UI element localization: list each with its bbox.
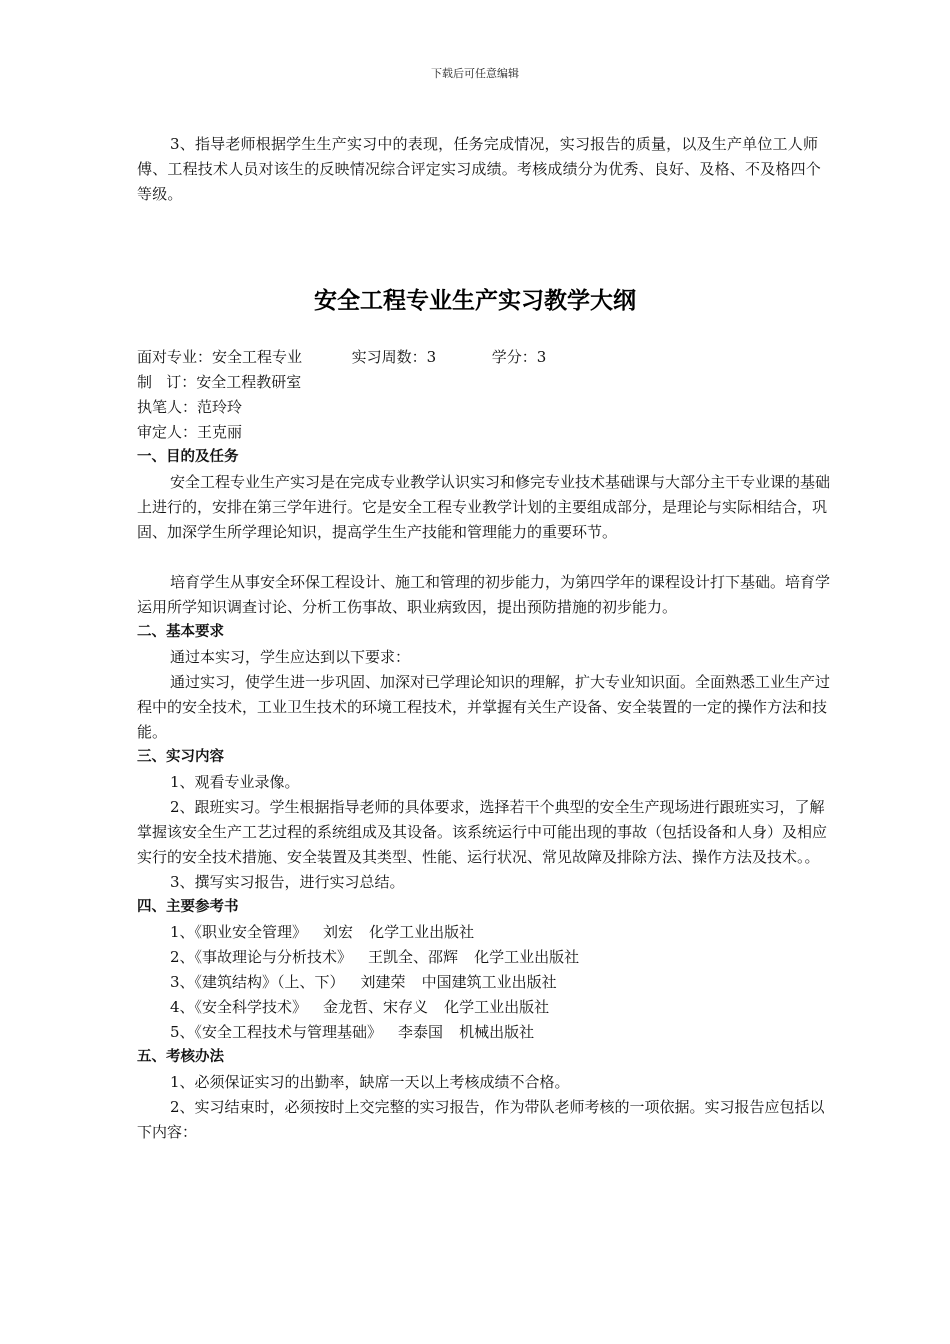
- reference-item: [137, 920, 837, 945]
- reference-item: [137, 945, 837, 970]
- meta-drafted: 制 订：安全工程教研室: [137, 373, 302, 391]
- page-header: 下载后可任意编辑: [431, 67, 519, 80]
- meta-reviewer: 审定人：王克丽: [137, 423, 243, 441]
- section-heading-content: 三、实习内容: [137, 749, 224, 765]
- purpose-paragraph-2: 培育学生从事安全环保工程设计、施工和管理的初步能力，为第四学年的课程设计打下基础。培育学运用所学知识调查讨论、分析工伤事故、职业病致因，提出预防措施的初步能力。: [137, 573, 831, 616]
- content-item-2: 2、跟班实习。学生根据指导老师的具体要求，选择若干个典型的安全生产现场进行跟班实习，了解掌握该安全生产工艺过程的系统组成及其设备。该系统运行中可能出现的事故（包括设备和人身）及相应实行的安全技术措施、安全装置及其类型、性能、运行状况、常见故障及排除方法、操作方法及技术。。: [137, 798, 828, 866]
- meta-writer: 执笔人：范玲玲: [137, 398, 243, 416]
- reference-author: 刘宏: [323, 923, 354, 941]
- intro-paragraph: 3、指导老师根据学生生产实习中的表现，任务完成情况，实习报告的质量，以及生产单位工人师傅、工程技术人员对该生的反映情况综合评定实习成绩。考核成绩分为优秀、良好、及格、不及格四个等级。: [137, 135, 822, 203]
- reference-author: 刘建荣: [360, 973, 406, 991]
- intro-block: [137, 132, 827, 207]
- meta-weeks: 实习周数：3: [351, 348, 437, 366]
- reference-publisher: 化学工业出版社: [474, 948, 580, 966]
- assessment-item-2: 2、实习结束时，必须按时上交完整的实习报告，作为带队老师考核的一项依据。实习报告应包括以下内容：: [137, 1098, 825, 1141]
- reference-author: 王凯全、邵辉: [368, 948, 459, 966]
- meta-row-major: [137, 345, 837, 370]
- section-heading-references: 四、主要参考书: [137, 899, 239, 915]
- reference-title: 5、《安全工程技术与管理基础》: [170, 1023, 383, 1041]
- reference-item: [137, 1020, 837, 1045]
- reference-title: 3、《建筑结构》（上、下）: [170, 973, 345, 991]
- blank-line: [137, 545, 837, 570]
- reference-publisher: 化学工业出版社: [444, 998, 550, 1016]
- reference-title: 2、《事故理论与分析技术》: [170, 948, 353, 966]
- reference-publisher: 机械出版社: [459, 1023, 535, 1041]
- content-item-1: 1、观看专业录像。: [170, 773, 300, 791]
- assessment-item-1: 1、必须保证实习的出勤率，缺席一天以上考核成绩不合格。: [170, 1073, 570, 1091]
- reference-publisher: 化学工业出版社: [369, 923, 475, 941]
- reference-title: 1、《职业安全管理》: [170, 923, 308, 941]
- requirements-paragraph-2: 通过实习，使学生进一步巩固、加深对已学理论知识的理解，扩大专业知识面。全面熟悉工业生产过程中的安全技术，工业卫生技术的环境工程技术，并掌握有关生产设备、安全装置的一定的操作方法和技能。: [137, 673, 831, 741]
- meta-credits: 学分：3: [491, 348, 547, 366]
- meta-major: 面对专业：安全工程专业: [137, 348, 303, 366]
- content-item-3: 3、撰写实习报告，进行实习总结。: [170, 873, 405, 891]
- reference-author: 金龙哲、宋存义: [323, 998, 429, 1016]
- requirements-paragraph-1: 通过本实习，学生应达到以下要求：: [170, 648, 411, 666]
- section-heading-purpose: 一、目的及任务: [137, 449, 239, 465]
- reference-title: 4、《安全科学技术》: [170, 998, 308, 1016]
- section-heading-assessment: 五、考核办法: [137, 1049, 224, 1065]
- document-title: 安全工程专业生产实习教学大纲: [314, 288, 636, 314]
- reference-item: [137, 970, 837, 995]
- section-heading-requirements: 二、基本要求: [137, 624, 224, 640]
- purpose-paragraph-1: 安全工程专业生产实习是在完成专业教学认识实习和修完专业技术基础课与大部分主干专业课的基础上进行的，安排在第三学年进行。它是安全工程专业教学计划的主要组成部分，是理论与实际相结合，巩固、加深学生所学理论知识，提高学生生产技能和管理能力的重要环节。: [137, 473, 831, 541]
- reference-item: [137, 995, 837, 1020]
- reference-author: 李泰国: [398, 1023, 444, 1041]
- reference-publisher: 中国建筑工业出版社: [421, 973, 557, 991]
- document-body: [137, 345, 837, 1145]
